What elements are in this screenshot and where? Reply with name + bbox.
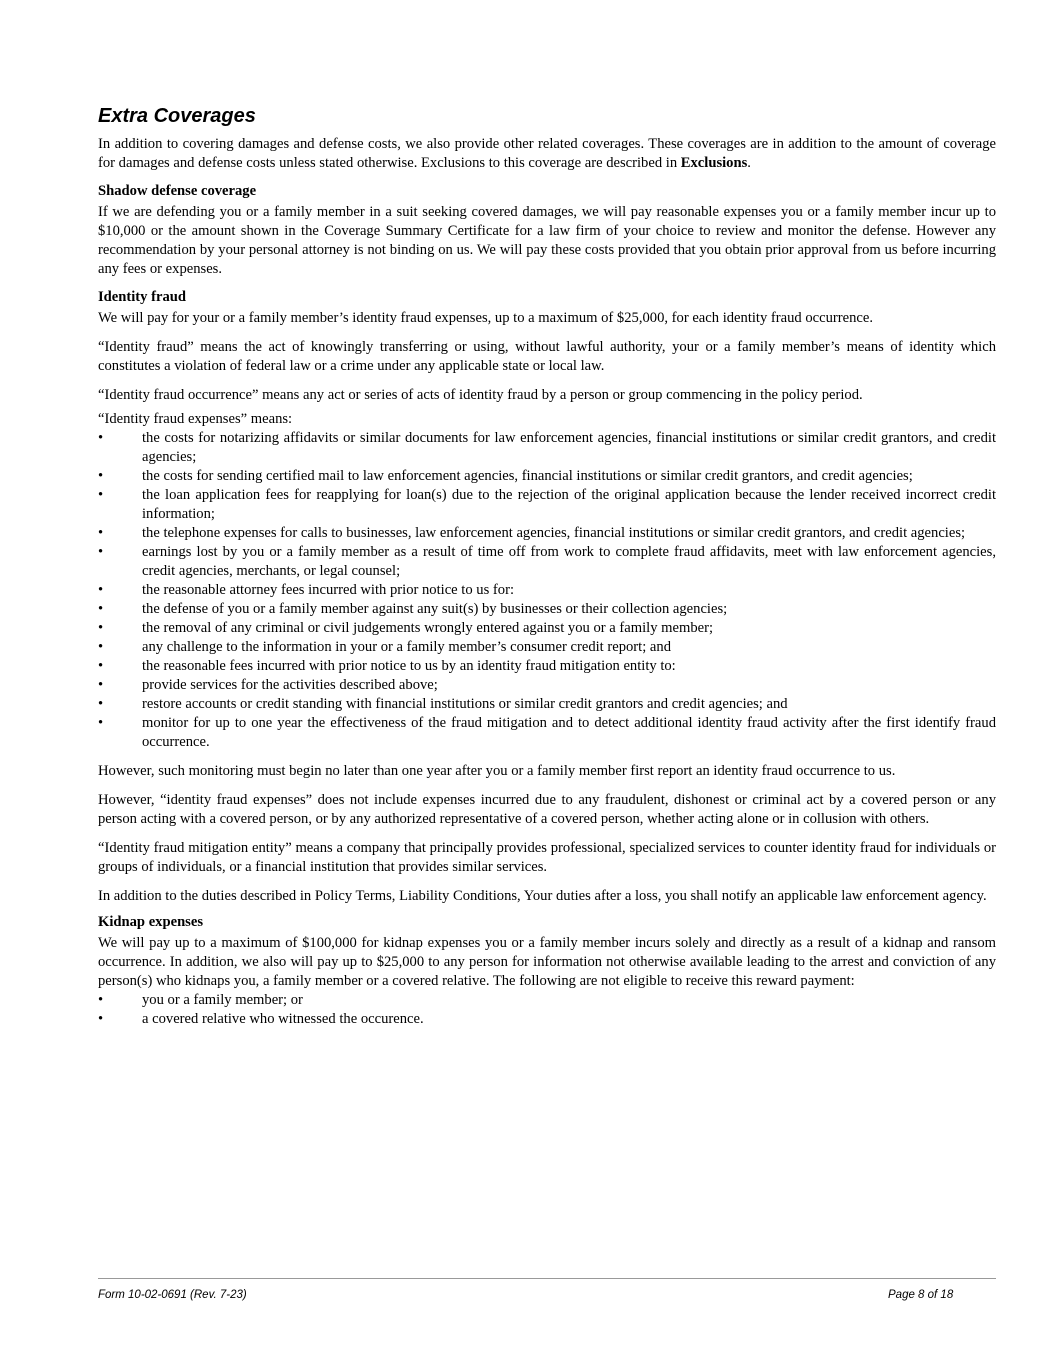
kidnap-expenses-text: We will pay up to a maximum of $100,000 for kidnap expenses you or a family member incurs solely and directly as a result of a kidnap and ransom occurrence. In addition, we also will pay up to $25,000 to any person for information not otherwise available leading to the arrest and conviction of any person(s) who kidnaps you, a family member or a covered relative. The following are not eligible to receive this reward payment:	[98, 935, 996, 989]
kidnap-expenses-title: Kidnap expenses	[98, 914, 204, 930]
list-item: • the removal of any criminal or civil judgements wrongly entered against you or a family member;	[98, 620, 714, 636]
list-item: • a covered relative who witnessed the occurence.	[98, 1011, 424, 1027]
intro-paragraph	[98, 135, 996, 173]
section-heading: Extra Coverages	[98, 105, 256, 127]
identity-fraud-p8: In addition to the duties described in Policy Terms, Liability Conditions, Your duties after a loss, you shall notify an applicable law enforcement agency.	[98, 888, 987, 904]
intro-end: .	[747, 155, 751, 171]
identity-fraud-title: Identity fraud	[98, 289, 186, 305]
identity-expenses-list	[98, 429, 996, 752]
identity-fraud-p4: “Identity fraud expenses” means:	[98, 411, 293, 427]
identity-fraud-p3: “Identity fraud occurrence” means any act or series of acts of identity fraud by a person or group commencing in the policy period.	[98, 387, 863, 403]
list-item: • the costs for sending certified mail to law enforcement agencies, financial institutions or similar credit grantors, and credit agencies;	[98, 468, 913, 484]
list-item: • earnings lost by you or a family member as a result of time off from work to complete fraud affidavits, meet with law enforcement agencies, credit agencies, merchants, or legal counsel;	[98, 544, 996, 579]
page-footer	[98, 1278, 996, 1301]
list-item: • monitor for up to one year the effectiveness of the fraud mitigation and to detect additional identity fraud activity after the first identify fraud occurrence.	[98, 715, 996, 750]
identity-fraud-p2: “Identity fraud” means the act of knowingly transferring or using, without lawful authority, your or a family member’s means of identity which constitutes a violation of federal law or a crime under any applicable state or local law.	[98, 339, 996, 374]
exclusions-ref: Exclusions	[680, 155, 748, 171]
shadow-defense-title: Shadow defense coverage	[98, 183, 257, 199]
intro-text: In addition to covering damages and defense costs, we also provide other related coverages. These coverages are in addition to the amount of coverage for damages and defense costs unless stated otherwise. Exclusions to this coverage are described in	[98, 136, 996, 171]
list-item: • restore accounts or credit standing with financial institutions or similar credit grantors and credit agencies; and	[98, 696, 788, 712]
shadow-defense-text: If we are defending you or a family member in a suit seeking covered damages, we will pay reasonable expenses you or a family member incur up to $10,000 or the amount shown in the Coverage Summary Certificate for a law firm of your choice to review and monitor the defense. However any recommendation by your personal attorney is not binding on us. We will pay these costs provided that you obtain prior approval from us before incurring any fees or expenses.	[98, 204, 996, 277]
identity-fraud-p1: We will pay for your or a family member’s identity fraud expenses, up to a maximum of $25,000, for each identity fraud occurrence.	[98, 310, 874, 326]
form-number: Form 10-02-0691 (Rev. 7-23)	[98, 1289, 247, 1301]
identity-fraud-p7: “Identity fraud mitigation entity” means a company that principally provides professional, specialized services to counter identity fraud for individuals or groups of individuals, or a financial institution that provides similar services.	[98, 840, 996, 875]
identity-fraud-p6: However, “identity fraud expenses” does not include expenses incurred due to any fraudulent, dishonest or criminal act by a covered person or any person acting with a covered person, or by any authorized representative of a covered person, whether acting alone or in collusion with others.	[98, 792, 996, 827]
list-item: • the telephone expenses for calls to businesses, law enforcement agencies, financial institutions or similar credit grantors, and credit agencies;	[98, 525, 966, 541]
identity-fraud-p5: However, such monitoring must begin no later than one year after you or a family member first report an identity fraud occurrence to us.	[98, 763, 896, 779]
list-item: • the reasonable fees incurred with prior notice to us by an identity fraud mitigation entity to:	[98, 658, 676, 674]
list-item: • provide services for the activities described above;	[98, 677, 438, 693]
page-content	[98, 104, 996, 1029]
page-number: Page 8 of 18	[888, 1289, 954, 1301]
list-item: • you or a family member; or	[98, 992, 303, 1008]
list-item: • the costs for notarizing affidavits or similar documents for law enforcement agencies, financial institutions or similar credit grantors, and credit agencies;	[98, 430, 996, 465]
list-item: • any challenge to the information in your or a family member’s consumer credit report; and	[98, 639, 671, 655]
list-item: • the defense of you or a family member against any suit(s) by businesses or their collection agencies;	[98, 601, 728, 617]
kidnap-exclusions-list	[98, 991, 996, 1029]
list-item: • the reasonable attorney fees incurred with prior notice to us for:	[98, 582, 515, 598]
list-item: • the loan application fees for reapplying for loan(s) due to the rejection of the original application because the lender received incorrect credit information;	[98, 487, 996, 522]
